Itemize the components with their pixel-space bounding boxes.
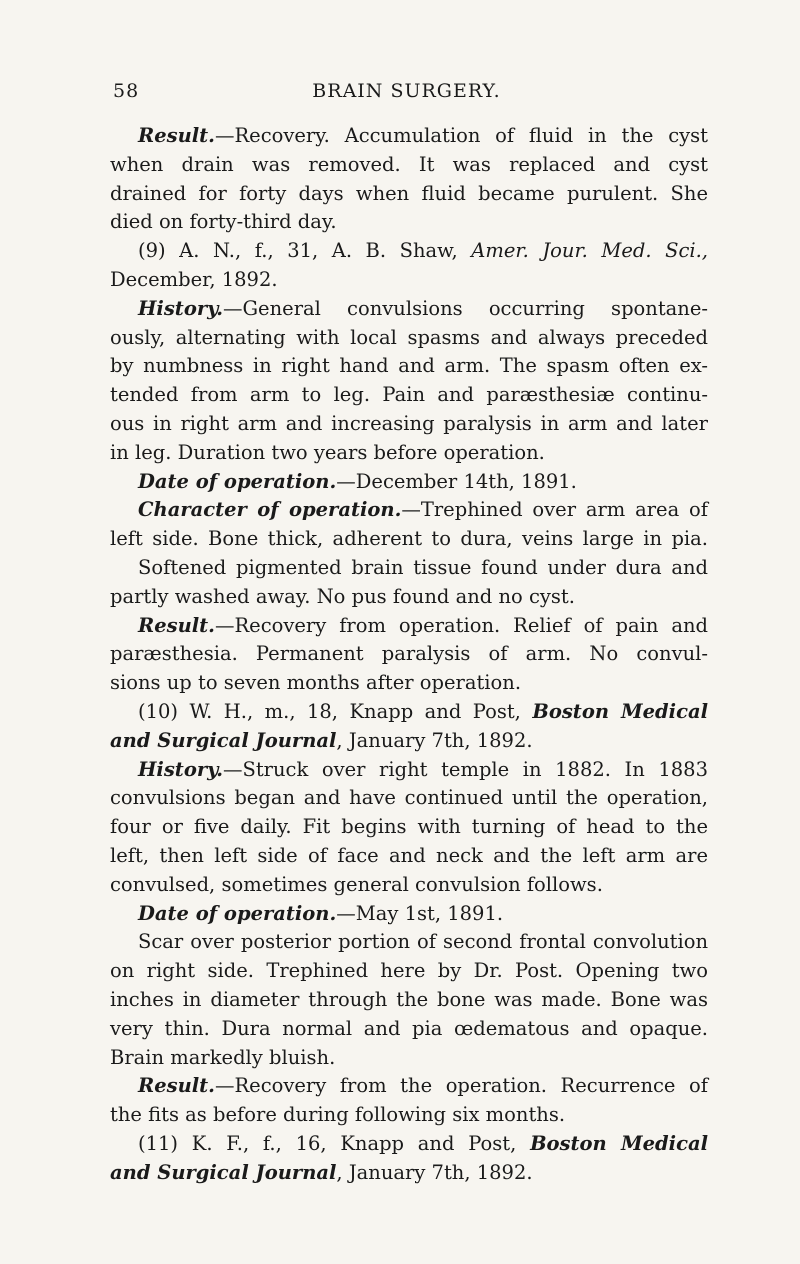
text-segment: Scar over posterior portion of second frontal convolution [138,930,708,954]
text-segment: , January 7th, 1892. [336,728,533,752]
text-segment: by numbness in right hand and arm. The spasm often ex- [110,354,708,378]
journal-citation: Boston Medical [530,1131,709,1155]
text-line [110,381,708,410]
text-line [110,266,708,295]
text-line [110,1159,708,1188]
section-heading: Result. [138,1074,215,1098]
text-segment: partly washed away. No pus found and no cyst. [110,584,575,608]
text-segment: —Struck over right temple in 1882. In 1883 [222,757,708,781]
text-segment: —Recovery from operation. Relief of pain and [214,613,708,637]
text-line [110,525,708,554]
text-line [110,842,708,871]
text-segment: convulsed, sometimes general convulsion follows. [110,872,603,896]
text-segment: on right side. Trephined here by Dr. Post. Opening two [110,959,708,983]
text-line [110,957,708,986]
text-line [110,727,708,756]
text-segment: in leg. Duration two years before operation. [110,440,545,464]
text-segment: the fits as before during following six months. [110,1103,566,1127]
text-segment: convulsions began and have continued until the operation, [110,786,708,810]
text-line [110,669,708,698]
text-line [110,180,708,209]
text-line [110,496,708,525]
text-segment: (9) A. N., f., 31, A. B. Shaw, [138,239,472,263]
text-segment: —Recovery from the operation. Recurrence of [214,1074,708,1098]
text-line [110,1101,708,1130]
text-segment: inches in diameter through the bone was made. Bone was [110,987,708,1011]
text-segment: Brain markedly bluish. [110,1045,336,1069]
journal-citation: and Surgical Journal [110,1160,337,1184]
text-segment: very thin. Dura normal and pia œdematous and opaque. [110,1016,708,1040]
text-segment: ous in right arm and increasing paralysis in arm and later [110,411,708,435]
text-line [110,1015,708,1044]
running-title: BRAIN SURGERY. [312,80,501,102]
text-segment: four or five daily. Fit begins with turning of head to the [110,815,708,839]
text-line [110,151,708,180]
section-heading: History. [138,757,223,781]
page-header [113,80,760,110]
journal-citation: Boston Medical [532,699,709,723]
text-segment: —December 14th, 1891. [336,469,577,493]
text-segment: ously, alternating with local spasms and always preceded [110,325,708,349]
text-segment: , January 7th, 1892. [336,1160,533,1184]
text-line [110,1044,708,1073]
text-segment: sions up to seven months after operation. [110,671,522,695]
text-segment: paræsthesia. Permanent paralysis of arm. No convul- [110,642,708,666]
text-line [110,439,708,468]
text-line [110,554,708,583]
body-text [110,122,708,1187]
text-line [110,928,708,957]
text-segment: left side. Bone thick, adherent to dura, veins large in pia. [110,527,708,551]
text-line [110,640,708,669]
text-segment: —Recovery. Accumulation of fluid in the cyst [214,124,708,147]
section-heading: History. [138,296,223,320]
text-segment: —Trephined over arm area of [401,498,708,522]
section-heading: Date of operation. [138,901,337,925]
section-heading: Character of operation. [138,498,402,522]
section-heading: Result. [138,613,215,637]
journal-citation: Amer. Jour. Med. Sci., [471,239,709,263]
text-line [110,871,708,900]
section-heading: Result. [138,124,215,147]
text-line [110,612,708,641]
text-line [110,583,708,612]
text-segment: died on forty-third day. [110,210,337,234]
text-line [110,756,708,785]
section-heading: Date of operation. [138,469,337,493]
journal-citation: and Surgical Journal [110,728,337,752]
text-segment: —General convulsions occurring spontane- [222,296,708,320]
text-segment: drained for forty days when fluid became purulent. She [110,181,708,205]
text-segment: tended from arm to leg. Pain and paræsthesiæ continu- [110,383,708,407]
text-line [110,986,708,1015]
text-segment: —May 1st, 1891. [336,901,504,925]
text-line [110,237,708,266]
text-line [110,208,708,237]
text-line [110,784,708,813]
text-line [110,813,708,842]
text-line [110,900,708,929]
text-line [110,698,708,727]
text-segment: (11) K. F., f., 16, Knapp and Post, [138,1131,531,1155]
text-line [110,324,708,353]
text-segment: left, then left side of face and neck and the left arm are [110,843,708,867]
text-segment: December, 1892. [110,267,278,291]
text-segment: when drain was removed. It was replaced and cyst [110,152,708,176]
text-line [110,352,708,381]
text-line [110,295,708,324]
text-segment: (10) W. H., m., 18, Knapp and Post, [138,699,533,723]
text-line [110,1072,708,1101]
text-line [110,1130,708,1159]
text-segment: Softened pigmented brain tissue found under dura and [138,555,708,579]
text-line [110,122,708,151]
text-line [110,468,708,497]
text-line [110,410,708,439]
page-number: 58 [113,80,140,102]
